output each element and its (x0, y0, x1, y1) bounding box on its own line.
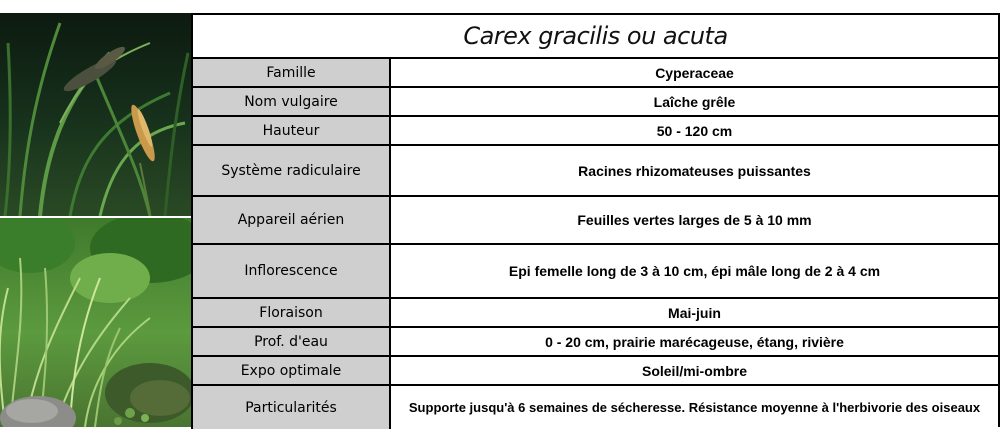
table-row (192, 244, 998, 298)
species-title: Carex gracilis ou acuta (192, 15, 998, 58)
table-row (192, 87, 998, 116)
row-value-inflorescence: Epi femelle long de 3 à 10 cm, épi mâle long de 2 à 4 cm (390, 244, 998, 298)
row-value-floraison: Mai-juin (390, 298, 998, 327)
row-label-floraison: Floraison (192, 298, 390, 327)
plant-photos (0, 13, 191, 427)
plant-fact-sheet (191, 13, 1000, 427)
row-value-famille: Cyperaceae (390, 58, 998, 87)
row-value-particularites: Supporte jusqu'à 6 semaines de sécheresse. Résistance moyenne à l'herbivorie des oiseaux (390, 385, 998, 429)
row-label-famille: Famille (192, 58, 390, 87)
row-label-expo-optimale: Expo optimale (192, 356, 390, 385)
row-value-prof-eau: 0 - 20 cm, prairie marécageuse, étang, rivière (390, 327, 998, 356)
row-label-nom-vulgaire: Nom vulgaire (192, 87, 390, 116)
row-label-inflorescence: Inflorescence (192, 244, 390, 298)
marsh-photo (0, 218, 191, 427)
table-row (192, 116, 998, 145)
row-value-hauteur: 50 - 120 cm (390, 116, 998, 145)
row-label-particularites: Particularités (192, 385, 390, 429)
table-row (192, 145, 998, 196)
row-value-expo-optimale: Soleil/mi-ombre (390, 356, 998, 385)
fact-table (191, 15, 998, 429)
row-value-systeme-radiculaire: Racines rhizomateuses puissantes (390, 145, 998, 196)
table-row (192, 196, 998, 244)
table-row (192, 327, 998, 356)
row-value-nom-vulgaire: Laîche grêle (390, 87, 998, 116)
row-label-hauteur: Hauteur (192, 116, 390, 145)
table-row (192, 58, 998, 87)
row-label-appareil-aerien: Appareil aérien (192, 196, 390, 244)
table-row (192, 298, 998, 327)
row-label-systeme-radiculaire: Système radiculaire (192, 145, 390, 196)
table-row (192, 356, 998, 385)
table-row (192, 385, 998, 429)
inflorescence-photo (0, 13, 191, 216)
row-label-prof-eau: Prof. d'eau (192, 327, 390, 356)
row-value-appareil-aerien: Feuilles vertes larges de 5 à 10 mm (390, 196, 998, 244)
